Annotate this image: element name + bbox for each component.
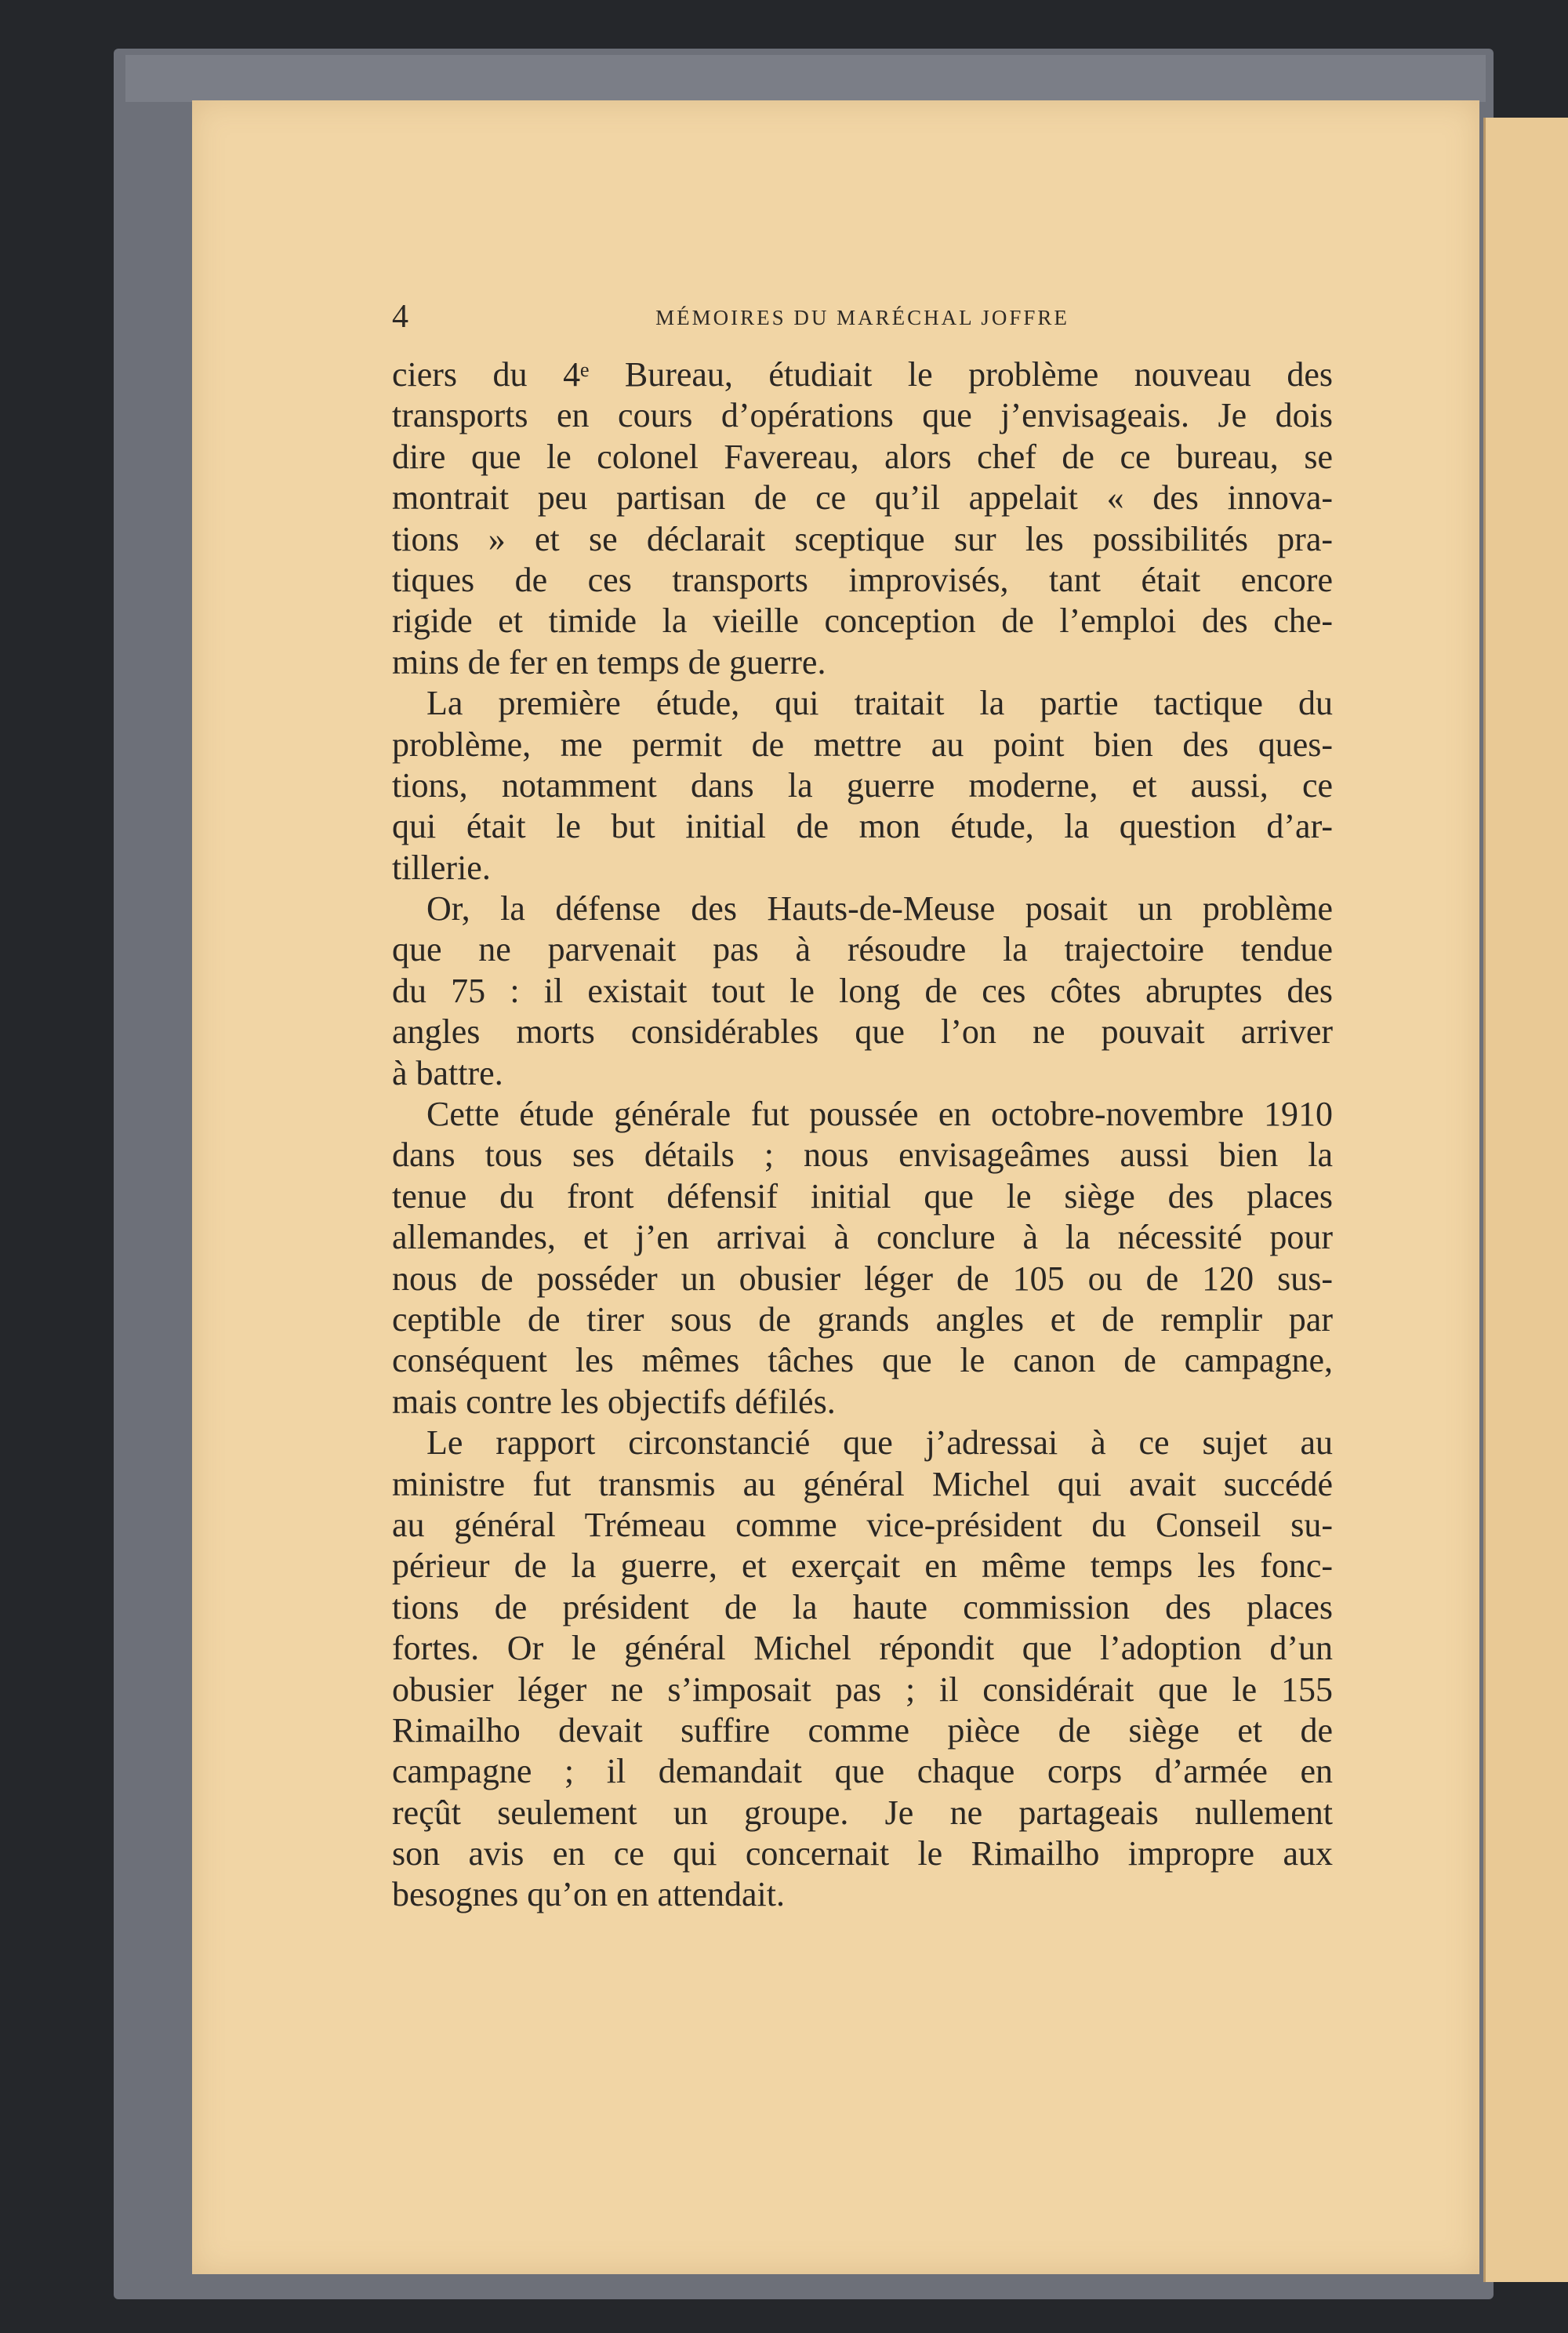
text-line: du 75 : il existait tout le long de ces côtes abruptes des — [392, 971, 1333, 1010]
text-line: La première étude, qui traitait la partie tactique du — [426, 684, 1333, 723]
text-line: besognes qu’on en attendait. — [392, 1875, 785, 1914]
text-line: ciers du 4ᵉ Bureau, étudiait le problème nouveau des — [392, 355, 1333, 394]
text-line: Le rapport circonstancié que j’adressai à ce sujet au — [426, 1423, 1333, 1463]
text-line: ceptible de tirer sous de grands angles et de remplir par — [392, 1299, 1333, 1339]
text-line: dans tous ses détails ; nous envisageâmes aussi bien la — [392, 1136, 1333, 1175]
text-line: obusier léger ne s’imposait pas ; il considérait que le 155 — [392, 1670, 1333, 1709]
text-line: mins de fer en temps de guerre. — [392, 642, 826, 681]
text-line: transports en cours d’opérations que j’envisageais. Je dois — [392, 396, 1333, 435]
text-line: son avis en ce qui concernait le Rimailho impropre aux — [392, 1834, 1333, 1873]
text-line: fortes. Or le général Michel répondit que l’adoption d’un — [392, 1629, 1333, 1668]
text-line: nous de posséder un obusier léger de 105 ou de 120 sus- — [392, 1259, 1333, 1298]
text-line: à battre. — [392, 1053, 503, 1092]
text-line: tenue du front défensif initial que le siège des places — [392, 1176, 1333, 1216]
text-line: conséquent les mêmes tâches que le canon de campagne, — [392, 1341, 1333, 1380]
text-line: périeur de la guerre, et exerçait en même temps les fonc- — [392, 1546, 1333, 1586]
page-number: 4 — [392, 299, 408, 335]
text-line: que ne parvenait pas à résoudre la trajectoire tendue — [392, 930, 1333, 969]
text-line: tions » et se déclarait sceptique sur les possibilités pra- — [392, 519, 1333, 558]
text-line: tions, notamment dans la guerre moderne, et aussi, ce — [392, 765, 1333, 805]
text-line: ministre fut transmis au général Michel qui avait succédé — [392, 1464, 1333, 1503]
text-line: tiques de ces transports improvisés, tant était encore — [392, 560, 1333, 599]
text-line: angles morts considérables que l’on ne pouvait arriver — [392, 1012, 1333, 1052]
running-title: MÉMOIRES DU MARÉCHAL JOFFRE — [655, 306, 1069, 329]
text-line: reçût seulement un groupe. Je ne partageais nullement — [392, 1793, 1333, 1832]
text-line: Cette étude générale fut poussée en octobre-novembre 1910 — [426, 1095, 1333, 1134]
text-line: Rimailho devait suffire comme pièce de siège et de — [392, 1710, 1333, 1750]
text-line: dire que le colonel Favereau, alors chef de ce bureau, se — [392, 437, 1333, 476]
text-line: tions de président de la haute commission des places — [392, 1587, 1333, 1626]
text-line: tillerie. — [392, 848, 491, 887]
text-line: allemandes, et j’en arrivai à conclure à la nécessité pour — [392, 1218, 1333, 1257]
facing-page-edge — [1483, 118, 1568, 2282]
text-line: montrait peu partisan de ce qu’il appelait « des innova- — [392, 478, 1333, 518]
text-line: qui était le but initial de mon étude, la question d’ar- — [392, 807, 1333, 846]
text-line: au général Trémeau comme vice-président du Conseil su- — [392, 1505, 1333, 1544]
text-line: Or, la défense des Hauts-de-Meuse posait un problème — [426, 889, 1333, 928]
text-line: mais contre les objectifs défilés. — [392, 1382, 836, 1421]
body-text — [392, 354, 1333, 1916]
running-head — [392, 298, 1333, 337]
text-line: campagne ; il demandait que chaque corps d’armée en — [392, 1752, 1333, 1791]
text-line: rigide et timide la vieille conception de l’emploi des che- — [392, 601, 1333, 641]
text-line: problème, me permit de mettre au point bien des ques- — [392, 725, 1333, 764]
book-cover-edge — [125, 55, 1486, 102]
